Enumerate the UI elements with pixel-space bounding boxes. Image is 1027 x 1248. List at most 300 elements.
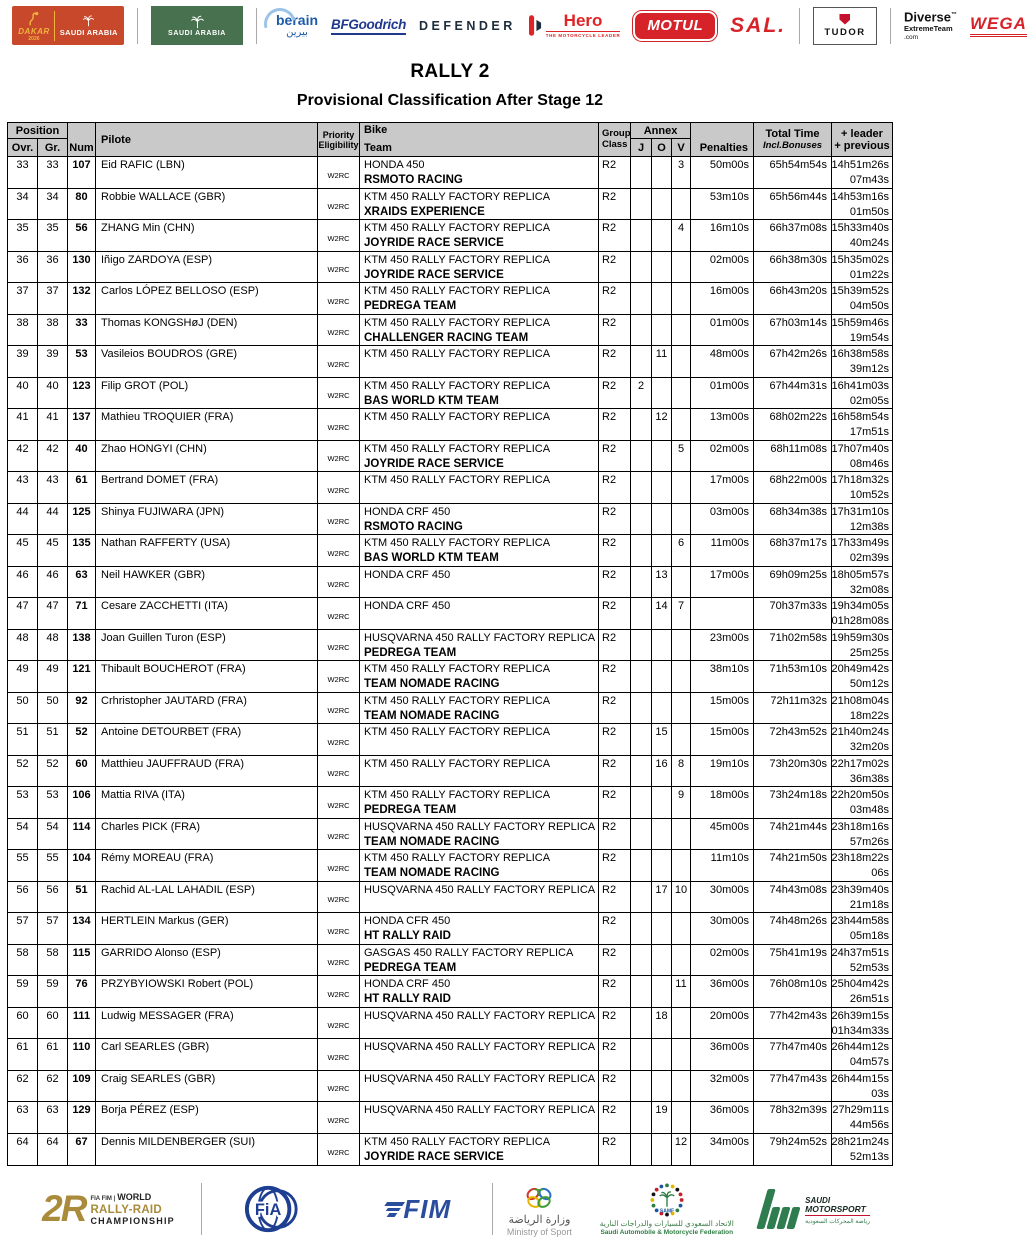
gap-cell xyxy=(832,315,892,346)
team-name: JOYRIDE RACE SERVICE xyxy=(364,237,504,249)
gap-to-leader: 19h59m30s xyxy=(831,631,889,644)
ministry-of-sport-logo xyxy=(507,1182,572,1237)
rider-name: Rachid AL-LAL LAHADIL (ESP) xyxy=(96,882,318,913)
bike-team-cell xyxy=(360,346,599,377)
penalties-value: 20m00s xyxy=(691,1008,754,1039)
bike-model: HUSQVARNA 450 RALLY FACTORY REPLICA xyxy=(364,1009,596,1022)
annex-j-value xyxy=(631,945,652,976)
total-time-value: 66h37m08s xyxy=(754,220,832,251)
diverse-line2: ExtremeTeam xyxy=(903,23,953,33)
bike-model: KTM 450 RALLY FACTORY REPLICA xyxy=(364,222,551,234)
annex-o-value xyxy=(652,1071,672,1102)
bike-model: HUSQVARNA 450 RALLY FACTORY REPLICA xyxy=(364,883,596,896)
group-position: 49 xyxy=(38,661,68,692)
w2rc-wordmark xyxy=(90,1192,174,1227)
group-position: 50 xyxy=(38,693,68,724)
gap-cell xyxy=(832,945,892,976)
gap-to-leader: 21h08m04s xyxy=(831,694,889,707)
bike-team-cell xyxy=(360,189,599,220)
table-row xyxy=(8,378,892,410)
group-class: R2 xyxy=(599,945,631,976)
rider-number: 67 xyxy=(68,1134,96,1166)
gap-to-leader: 23h18m16s xyxy=(831,820,889,833)
total-time-value: 74h21m44s xyxy=(754,819,832,850)
annex-o-value: 16 xyxy=(652,756,672,787)
bike-team-cell xyxy=(360,913,599,944)
overall-position: 40 xyxy=(8,378,38,409)
banner-divider xyxy=(137,8,138,44)
berain-arabic: بيرين xyxy=(286,26,308,38)
gap-cell xyxy=(832,756,892,787)
priority-eligibility: W2RC xyxy=(318,1102,360,1133)
table-header xyxy=(8,123,892,157)
gap-cell xyxy=(832,189,892,220)
annex-j-value xyxy=(631,567,652,598)
table-row xyxy=(8,504,892,536)
rider-name: Shinya FUJIWARA (JPN) xyxy=(96,504,318,535)
group-position: 48 xyxy=(38,630,68,661)
annex-v-value xyxy=(672,1039,691,1070)
bike-team-cell xyxy=(360,283,599,314)
header-incl-bonuses: Incl.Bonuses xyxy=(762,139,823,151)
team-name: JOYRIDE RACE SERVICE xyxy=(364,457,504,470)
bike-team-cell xyxy=(360,504,599,535)
annex-j-value xyxy=(631,1039,652,1070)
w2rc-line2: RALLY-RAID xyxy=(90,1203,163,1216)
page-title: RALLY 2 xyxy=(410,61,490,82)
penalties-value: 36m00s xyxy=(691,1102,754,1133)
table-row xyxy=(8,630,892,662)
group-class: R2 xyxy=(599,1134,631,1166)
team-name: PEDREGA TEAM xyxy=(364,804,457,816)
bike-model: KTM 450 RALLY FACTORY REPLICA xyxy=(364,411,551,423)
annex-j-value xyxy=(631,441,652,472)
gap-to-previous: 40m24s xyxy=(849,237,889,249)
annex-j-value xyxy=(631,252,652,283)
overall-position: 54 xyxy=(8,819,38,850)
rider-name: HERTLEIN Markus (GER) xyxy=(96,913,318,944)
bike-team-cell xyxy=(360,850,599,881)
table-row xyxy=(8,1102,892,1134)
gap-cell xyxy=(832,378,892,409)
total-time-value: 66h38m30s xyxy=(754,252,832,283)
penalties-value: 02m00s xyxy=(691,945,754,976)
samf-english-label: Saudi Automobile & Motorcycle Federation xyxy=(600,1229,734,1236)
table-row xyxy=(8,724,892,756)
rider-name: Filip GROT (POL) xyxy=(96,378,318,409)
annex-j-value xyxy=(631,913,652,944)
rider-number: 130 xyxy=(68,252,96,283)
rider-name: Iñigo ZARDOYA (ESP) xyxy=(96,252,318,283)
gap-to-previous: 01h34m33s xyxy=(831,1024,889,1037)
annex-v-value xyxy=(672,724,691,755)
overall-position: 38 xyxy=(8,315,38,346)
annex-v-value: 6 xyxy=(672,535,691,566)
priority-eligibility: W2RC xyxy=(318,724,360,755)
annex-v-value xyxy=(672,913,691,944)
rider-number: 53 xyxy=(68,346,96,377)
total-time-value: 69h09m25s xyxy=(754,567,832,598)
header-team: Team xyxy=(364,142,392,154)
group-class: R2 xyxy=(599,1102,631,1133)
priority-eligibility: W2RC xyxy=(318,504,360,535)
overall-position: 59 xyxy=(8,976,38,1007)
samf-arabic-label: الاتحاد السعودي للسيارات والدراجات النارية xyxy=(599,1219,734,1228)
annex-v-value xyxy=(672,850,691,881)
group-class: R2 xyxy=(599,787,631,818)
team-name: JOYRIDE RACE SERVICE xyxy=(364,1150,504,1163)
rider-name: Charles PICK (FRA) xyxy=(96,819,318,850)
group-class: R2 xyxy=(599,567,631,598)
priority-eligibility: W2RC xyxy=(318,283,360,314)
annex-v-value xyxy=(672,346,691,377)
gap-to-leader: 17h07m40s xyxy=(831,442,889,455)
overall-position: 48 xyxy=(8,630,38,661)
penalties-value: 16m00s xyxy=(691,283,754,314)
bike-model: HUSQVARNA 450 RALLY FACTORY REPLICA xyxy=(364,1104,596,1116)
team-name: HT RALLY RAID xyxy=(364,993,451,1005)
annex-j-value xyxy=(631,1102,652,1133)
ministry-arabic-label: وزارة الرياضة xyxy=(508,1213,571,1226)
rider-name: Borja PÉREZ (ESP) xyxy=(96,1102,318,1133)
annex-j-value xyxy=(631,157,652,188)
annex-o-value: 14 xyxy=(652,598,672,629)
fim-wordmark: FIM xyxy=(403,1193,452,1224)
header-total-time-label: Total Time xyxy=(765,127,820,140)
rider-name: Thomas KONGSHøJ (DEN) xyxy=(96,315,318,346)
rider-number: 111 xyxy=(68,1008,96,1039)
rider-number: 107 xyxy=(68,157,96,188)
w2rc-orgs: FIA FIM | xyxy=(90,1195,116,1202)
overall-position: 34 xyxy=(8,189,38,220)
footer-group-saudi xyxy=(493,1182,884,1237)
group-position: 58 xyxy=(38,945,68,976)
table-row xyxy=(8,535,892,567)
gap-cell xyxy=(832,787,892,818)
table-row xyxy=(8,850,892,882)
saudi-motorsport-arabic: رياضة المحركات السعودية xyxy=(805,1219,871,1225)
total-time-value: 72h43m52s xyxy=(754,724,832,755)
gap-to-previous: 57m26s xyxy=(849,835,889,848)
sponsor-banner xyxy=(0,0,1027,47)
bike-team-cell xyxy=(360,693,599,724)
annex-o-value xyxy=(652,283,672,314)
priority-eligibility: W2RC xyxy=(318,535,360,566)
footer-logos xyxy=(0,1176,900,1248)
rider-number: 135 xyxy=(68,535,96,566)
priority-eligibility: W2RC xyxy=(318,976,360,1007)
header-priority-eligibility xyxy=(318,123,360,156)
rider-number: 56 xyxy=(68,220,96,251)
group-class: R2 xyxy=(599,724,631,755)
header-annex-j: J xyxy=(631,139,652,156)
bike-model: HUSQVARNA 450 RALLY FACTORY REPLICA xyxy=(364,820,596,833)
bike-team-cell xyxy=(360,157,599,188)
bike-team-cell xyxy=(360,882,599,913)
gap-to-previous: 03m48s xyxy=(849,804,889,816)
group-class: R2 xyxy=(599,283,631,314)
team-name: BAS WORLD KTM TEAM xyxy=(364,394,499,407)
gap-to-previous: 02m39s xyxy=(849,552,889,564)
rider-number: 114 xyxy=(68,819,96,850)
overall-position: 35 xyxy=(8,220,38,251)
team-name: RSMOTO RACING xyxy=(364,520,463,533)
annex-v-value: 4 xyxy=(672,220,691,251)
bike-model: KTM 450 RALLY FACTORY REPLICA xyxy=(364,1135,551,1148)
annex-o-value: 18 xyxy=(652,1008,672,1039)
annex-o-value xyxy=(652,1134,672,1166)
group-class: R2 xyxy=(599,472,631,503)
annex-o-value: 13 xyxy=(652,567,672,598)
rider-number: 121 xyxy=(68,661,96,692)
rider-number: 63 xyxy=(68,567,96,598)
annex-j-value xyxy=(631,409,652,440)
priority-eligibility: W2RC xyxy=(318,220,360,251)
total-time-value: 74h43m08s xyxy=(754,882,832,913)
annex-o-value xyxy=(652,693,672,724)
dakar-country-block xyxy=(60,14,118,37)
hero-logo xyxy=(529,13,621,38)
penalties-value: 13m00s xyxy=(691,409,754,440)
gap-to-previous: 52m53s xyxy=(849,961,889,974)
total-time-value: 68h37m17s xyxy=(754,535,832,566)
gap-cell xyxy=(832,1102,892,1133)
gap-to-previous: 12m38s xyxy=(849,520,889,533)
bike-model: HONDA CRF 450 xyxy=(364,600,451,612)
penalties-value: 50m00s xyxy=(691,157,754,188)
annex-v-value: 7 xyxy=(672,598,691,629)
overall-position: 61 xyxy=(8,1039,38,1070)
annex-j-value xyxy=(631,850,652,881)
overall-position: 45 xyxy=(8,535,38,566)
gap-to-previous: 17m51s xyxy=(849,426,889,438)
priority-eligibility: W2RC xyxy=(318,346,360,377)
bike-team-cell xyxy=(360,661,599,692)
priority-eligibility: W2RC xyxy=(318,630,360,661)
table-row xyxy=(8,1039,892,1071)
rider-name: Antoine DETOURBET (FRA) xyxy=(96,724,318,755)
priority-eligibility: W2RC xyxy=(318,1039,360,1070)
rider-number: 92 xyxy=(68,693,96,724)
table-row xyxy=(8,1008,892,1040)
annex-v-value: 8 xyxy=(672,756,691,787)
annex-j-value xyxy=(631,220,652,251)
annex-j-value xyxy=(631,346,652,377)
rider-number: 51 xyxy=(68,882,96,913)
hero-wordmark-block xyxy=(546,13,621,38)
penalties-value: 36m00s xyxy=(691,976,754,1007)
gap-to-leader: 22h20m50s xyxy=(831,789,889,801)
gap-to-leader: 15h39m52s xyxy=(831,285,889,297)
gap-to-leader: 17h33m49s xyxy=(831,537,889,549)
annex-o-value xyxy=(652,472,672,503)
group-position: 52 xyxy=(38,756,68,787)
samf-emblem-icon xyxy=(649,1182,685,1218)
group-class: R2 xyxy=(599,598,631,629)
header-position: Position xyxy=(8,123,68,139)
gap-cell xyxy=(832,630,892,661)
table-row xyxy=(8,346,892,378)
annex-o-value xyxy=(652,819,672,850)
gap-to-leader: 25h04m42s xyxy=(831,978,889,990)
team-name: JOYRIDE RACE SERVICE xyxy=(364,268,504,281)
group-position: 41 xyxy=(38,409,68,440)
gap-to-previous: 03s xyxy=(871,1087,889,1100)
gap-cell xyxy=(832,346,892,377)
rider-number: 106 xyxy=(68,787,96,818)
group-class: R2 xyxy=(599,252,631,283)
bike-model: HUSQVARNA 450 RALLY FACTORY REPLICA xyxy=(364,631,596,644)
group-class: R2 xyxy=(599,1039,631,1070)
gap-to-previous: 05m18s xyxy=(849,930,889,942)
priority-eligibility: W2RC xyxy=(318,252,360,283)
gap-to-previous: 06s xyxy=(871,867,889,879)
samf-logo xyxy=(600,1182,734,1236)
header-penalties: Penalties xyxy=(691,123,754,156)
rider-name: Cesare ZACCHETTI (ITA) xyxy=(96,598,318,629)
tudor-shield-icon xyxy=(839,14,850,25)
fim-logo xyxy=(382,1194,451,1225)
rider-number: 134 xyxy=(68,913,96,944)
total-time-value: 77h47m40s xyxy=(754,1039,832,1070)
gap-cell xyxy=(832,409,892,440)
team-name: BAS WORLD KTM TEAM xyxy=(364,552,499,564)
group-position: 44 xyxy=(38,504,68,535)
total-time-value: 68h11m08s xyxy=(754,441,832,472)
bike-team-cell xyxy=(360,567,599,598)
annex-v-value xyxy=(672,661,691,692)
total-time-value: 71h53m10s xyxy=(754,661,832,692)
priority-eligibility: W2RC xyxy=(318,567,360,598)
rider-name: Matthieu JAUFFRAUD (FRA) xyxy=(96,756,318,787)
annex-o-value: 17 xyxy=(652,882,672,913)
penalties-value: 11m10s xyxy=(691,850,754,881)
priority-eligibility: W2RC xyxy=(318,850,360,881)
group-position: 37 xyxy=(38,283,68,314)
gap-cell xyxy=(832,1071,892,1102)
wega-logo: WEGA xyxy=(970,14,1027,37)
rider-name: Carlos LÓPEZ BELLOSO (ESP) xyxy=(96,283,318,314)
table-row xyxy=(8,819,892,851)
annex-j-value xyxy=(631,882,652,913)
penalties-value: 17m00s xyxy=(691,567,754,598)
rider-name: Ludwig MESSAGER (FRA) xyxy=(96,1008,318,1039)
gap-cell xyxy=(832,157,892,188)
gap-to-previous: 39m12s xyxy=(849,363,889,375)
team-name: TEAM NOMADE RACING xyxy=(364,678,500,690)
bike-model: KTM 450 RALLY FACTORY REPLICA xyxy=(364,694,551,707)
tudor-wordmark: TUDOR xyxy=(824,26,866,38)
annex-o-value: 12 xyxy=(652,409,672,440)
annex-j-value xyxy=(631,598,652,629)
gap-to-leader: 15h59m46s xyxy=(831,316,889,329)
gap-to-previous: 18m22s xyxy=(849,709,889,722)
header-bike-team xyxy=(360,123,599,156)
gap-cell xyxy=(832,252,892,283)
annex-v-value xyxy=(672,504,691,535)
header-group: Group xyxy=(602,128,631,139)
overall-position: 56 xyxy=(8,882,38,913)
gap-cell xyxy=(832,882,892,913)
gap-cell xyxy=(832,661,892,692)
annex-o-value: 19 xyxy=(652,1102,672,1133)
annex-v-value xyxy=(672,1071,691,1102)
annex-v-value xyxy=(672,1102,691,1133)
bike-model: KTM 450 RALLY FACTORY REPLICA xyxy=(364,474,551,486)
priority-eligibility: W2RC xyxy=(318,693,360,724)
gap-to-leader: 21h40m24s xyxy=(831,726,889,738)
bike-model: KTM 450 RALLY FACTORY REPLICA xyxy=(364,379,551,392)
overall-position: 49 xyxy=(8,661,38,692)
annex-o-value xyxy=(652,252,672,283)
group-class: R2 xyxy=(599,504,631,535)
rider-number: 109 xyxy=(68,1071,96,1102)
group-class: R2 xyxy=(599,976,631,1007)
overall-position: 47 xyxy=(8,598,38,629)
priority-eligibility: W2RC xyxy=(318,189,360,220)
saudi-motorsport-logo xyxy=(762,1189,870,1229)
dakar-emblem xyxy=(18,10,49,42)
diverse-line3: .com xyxy=(903,33,919,41)
penalties-value: 53m10s xyxy=(691,189,754,220)
total-time-value: 68h02m22s xyxy=(754,409,832,440)
team-name: RSMOTO RACING xyxy=(364,174,463,186)
total-time-value: 78h32m39s xyxy=(754,1102,832,1133)
results-rows xyxy=(8,157,892,1165)
rider-number: 123 xyxy=(68,378,96,409)
penalties-value: 15m00s xyxy=(691,724,754,755)
bike-team-cell xyxy=(360,756,599,787)
table-row xyxy=(8,409,892,441)
bike-model: KTM 450 RALLY FACTORY REPLICA xyxy=(364,190,551,203)
saudi-motorsport-line2: MOTORSPORT xyxy=(805,1205,870,1216)
overall-position: 33 xyxy=(8,157,38,188)
group-class: R2 xyxy=(599,913,631,944)
team-name: PEDREGA TEAM xyxy=(364,300,457,312)
group-position: 57 xyxy=(38,913,68,944)
annex-j-value xyxy=(631,819,652,850)
annex-o-value xyxy=(652,976,672,1007)
rider-name: Craig SEARLES (GBR) xyxy=(96,1071,318,1102)
header-group-class xyxy=(599,123,631,156)
dakar-wordmark: DAKAR xyxy=(18,26,50,36)
group-position: 62 xyxy=(38,1071,68,1102)
annex-j-value xyxy=(631,535,652,566)
gap-to-leader: 22h17m02s xyxy=(831,757,889,770)
annex-j-value xyxy=(631,1008,652,1039)
bike-team-cell xyxy=(360,378,599,409)
header-annex: Annex xyxy=(631,123,691,139)
gap-to-leader: 14h53m16s xyxy=(831,190,889,203)
priority-eligibility: W2RC xyxy=(318,157,360,188)
group-class: R2 xyxy=(599,661,631,692)
rider-name: Bertrand DOMET (FRA) xyxy=(96,472,318,503)
gap-to-leader: 23h18m22s xyxy=(831,852,889,864)
palm-icon xyxy=(190,14,205,29)
bike-team-cell xyxy=(360,724,599,755)
penalties-value: 38m10s xyxy=(691,661,754,692)
annex-v-value xyxy=(672,819,691,850)
total-time-value: 70h37m33s xyxy=(754,598,832,629)
bike-team-cell xyxy=(360,441,599,472)
overall-position: 60 xyxy=(8,1008,38,1039)
rider-number: 61 xyxy=(68,472,96,503)
annex-j-value: 2 xyxy=(631,378,652,409)
berain-wordmark: berain xyxy=(276,11,319,28)
annex-j-value xyxy=(631,724,652,755)
group-class: R2 xyxy=(599,346,631,377)
gap-cell xyxy=(832,724,892,755)
